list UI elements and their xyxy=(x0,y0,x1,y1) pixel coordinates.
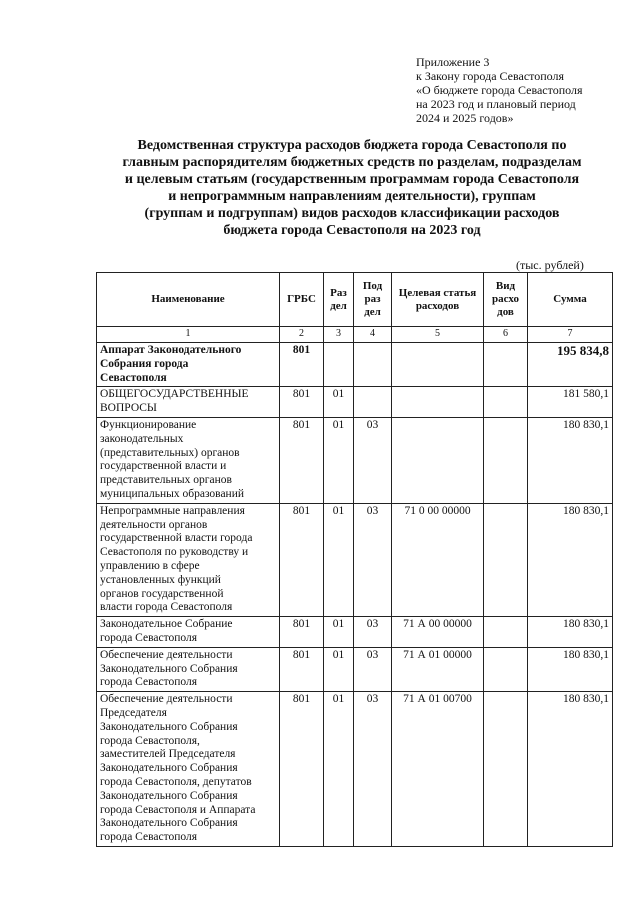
row-podrazdel: 03 xyxy=(354,503,392,616)
row-name xyxy=(97,617,280,648)
header-row xyxy=(97,273,613,327)
appendix-line: на 2023 год и плановый период xyxy=(416,97,576,111)
table-row xyxy=(97,387,613,418)
row-grbs: 801 xyxy=(280,692,324,847)
row-razdel: 01 xyxy=(324,617,354,648)
name-line: города Севастополя, депутатов xyxy=(100,775,252,788)
row-podrazdel xyxy=(354,387,392,418)
column-index: 2 xyxy=(280,327,324,343)
name-line: управлению в сфере xyxy=(100,559,200,572)
row-vid xyxy=(484,343,528,387)
row-grbs: 801 xyxy=(280,387,324,418)
header-target-line: Целевая статья xyxy=(398,286,477,299)
units-label: (тыс. рублей) xyxy=(516,258,584,272)
name-line: Функционирование xyxy=(100,418,197,431)
row-target: 71 А 01 00700 xyxy=(392,692,484,847)
table-row xyxy=(97,617,613,648)
title-line: бюджета города Севастополя на 2023 год xyxy=(223,223,481,238)
header-name: Наименование xyxy=(97,273,280,327)
row-sum: 180 830,1 xyxy=(528,503,613,616)
row-target: 71 А 01 00000 xyxy=(392,647,484,691)
name-line: ОБЩЕГОСУДАРСТВЕННЫЕ xyxy=(100,388,249,401)
row-name xyxy=(97,647,280,691)
name-line: Аппарат Законодательного xyxy=(100,344,242,356)
column-index: 1 xyxy=(97,327,280,343)
name-line: власти города Севастополя xyxy=(100,601,233,614)
appendix-line: 2024 и 2025 годов» xyxy=(416,111,514,125)
title-line: Ведомственная структура расходов бюджета города Севастополя по xyxy=(137,138,567,153)
name-line: установленных функций xyxy=(100,573,221,586)
header-vid-line: Вид xyxy=(495,280,516,292)
row-sum: 180 830,1 xyxy=(528,417,613,503)
header-razdel-line: Раз xyxy=(330,286,347,299)
name-line: Собрания города xyxy=(100,357,189,370)
name-line: государственной власти города xyxy=(100,532,253,545)
row-sum: 180 830,1 xyxy=(528,617,613,648)
row-name xyxy=(97,343,280,387)
row-vid xyxy=(484,503,528,616)
header-podrazdel-line: раз xyxy=(364,293,381,305)
row-razdel: 01 xyxy=(324,417,354,503)
row-razdel xyxy=(324,343,354,387)
name-line: Законодательного Собрания xyxy=(100,789,238,802)
row-vid xyxy=(484,617,528,648)
row-sum: 180 830,1 xyxy=(528,692,613,847)
column-index: 3 xyxy=(324,327,354,343)
budget-table xyxy=(96,272,613,847)
name-line: заместителей Председателя xyxy=(100,748,236,761)
title-line: и целевым статьям (государственным программам города Севастополя xyxy=(124,172,580,187)
row-grbs: 801 xyxy=(280,503,324,616)
column-index: 5 xyxy=(392,327,484,343)
appendix-note xyxy=(416,55,582,125)
row-razdel: 01 xyxy=(324,692,354,847)
row-vid xyxy=(484,692,528,847)
title-line: (группам и подгруппам) видов расходов классификации расходов xyxy=(144,206,560,221)
row-name xyxy=(97,503,280,616)
name-line: ВОПРОСЫ xyxy=(100,402,157,415)
header-podrazdel xyxy=(354,273,392,327)
column-index: 7 xyxy=(528,327,613,343)
title-line: главным распорядителям бюджетных средств по разделам, подразделам xyxy=(122,155,582,170)
row-target xyxy=(392,343,484,387)
table-row xyxy=(97,503,613,616)
name-line: города Севастополя и Аппарата xyxy=(100,803,256,816)
row-grbs: 801 xyxy=(280,617,324,648)
row-podrazdel: 03 xyxy=(354,617,392,648)
name-line: Законодательное Собрание xyxy=(100,618,233,631)
name-line: города Севастополя xyxy=(100,831,197,844)
header-podrazdel-line: дел xyxy=(364,306,381,318)
row-grbs: 801 xyxy=(280,343,324,387)
name-line: Законодательного Собрания xyxy=(100,762,238,775)
name-line: Обеспечение деятельности xyxy=(100,693,233,706)
row-vid xyxy=(484,417,528,503)
header-vid-line: расхо xyxy=(492,293,519,305)
row-sum: 195 834,8 xyxy=(528,343,613,387)
header-grbs: ГРБС xyxy=(280,273,324,327)
header-target xyxy=(392,273,484,327)
table-row xyxy=(97,692,613,847)
row-name xyxy=(97,692,280,847)
row-target xyxy=(392,417,484,503)
row-grbs: 801 xyxy=(280,647,324,691)
row-sum: 181 580,1 xyxy=(528,387,613,418)
name-line: законодательных xyxy=(100,432,184,445)
column-index: 6 xyxy=(484,327,528,343)
name-line: государственной власти и xyxy=(100,460,227,473)
name-line: Законодательного Собрания xyxy=(100,720,238,733)
row-target: 71 А 00 00000 xyxy=(392,617,484,648)
row-podrazdel: 03 xyxy=(354,417,392,503)
name-line: Законодательного Собрания xyxy=(100,662,238,675)
name-line: города Севастополя, xyxy=(100,734,200,747)
row-target xyxy=(392,387,484,418)
name-line: органов государственной xyxy=(100,587,224,600)
row-razdel: 01 xyxy=(324,647,354,691)
table-row xyxy=(97,647,613,691)
header-sum: Сумма xyxy=(528,273,613,327)
row-razdel: 01 xyxy=(324,503,354,616)
name-line: Непрограммные направления xyxy=(100,504,245,517)
header-razdel-line: дел xyxy=(330,299,347,312)
table-row xyxy=(97,417,613,503)
name-line: Обеспечение деятельности xyxy=(100,648,233,661)
row-name xyxy=(97,417,280,503)
row-podrazdel: 03 xyxy=(354,647,392,691)
name-line: города Севастополя xyxy=(100,631,197,644)
row-podrazdel: 03 xyxy=(354,692,392,847)
header-target-line: расходов xyxy=(415,299,460,312)
name-line: Председателя xyxy=(100,706,167,719)
header-podrazdel-line: Под xyxy=(362,280,383,292)
row-target: 71 0 00 00000 xyxy=(392,503,484,616)
row-vid xyxy=(484,647,528,691)
row-podrazdel xyxy=(354,343,392,387)
appendix-line: к Закону города Севастополя xyxy=(416,69,565,83)
name-line: (представительных) органов xyxy=(100,446,240,459)
row-grbs: 801 xyxy=(280,417,324,503)
document-title xyxy=(82,137,622,239)
column-index-row xyxy=(97,327,613,343)
title-line: и непрограммным направлениям деятельности), группам xyxy=(168,189,536,204)
name-line: Законодательного Собрания xyxy=(100,817,238,830)
row-razdel: 01 xyxy=(324,387,354,418)
name-line: представительных органов xyxy=(100,474,232,487)
name-line: деятельности органов xyxy=(100,518,208,531)
column-index: 4 xyxy=(354,327,392,343)
appendix-line: «О бюджете города Севастополя xyxy=(416,83,583,97)
row-name xyxy=(97,387,280,418)
name-line: Севастополя xyxy=(100,371,167,384)
name-line: Севастополя по руководству и xyxy=(100,546,249,559)
row-sum: 180 830,1 xyxy=(528,647,613,691)
header-vid xyxy=(484,273,528,327)
header-razdel xyxy=(324,273,354,327)
row-vid xyxy=(484,387,528,418)
table-row xyxy=(97,343,613,387)
name-line: муниципальных образований xyxy=(100,487,245,500)
appendix-line: Приложение 3 xyxy=(416,55,490,69)
name-line: города Севастополя xyxy=(100,676,197,689)
header-vid-line: дов xyxy=(497,306,514,318)
